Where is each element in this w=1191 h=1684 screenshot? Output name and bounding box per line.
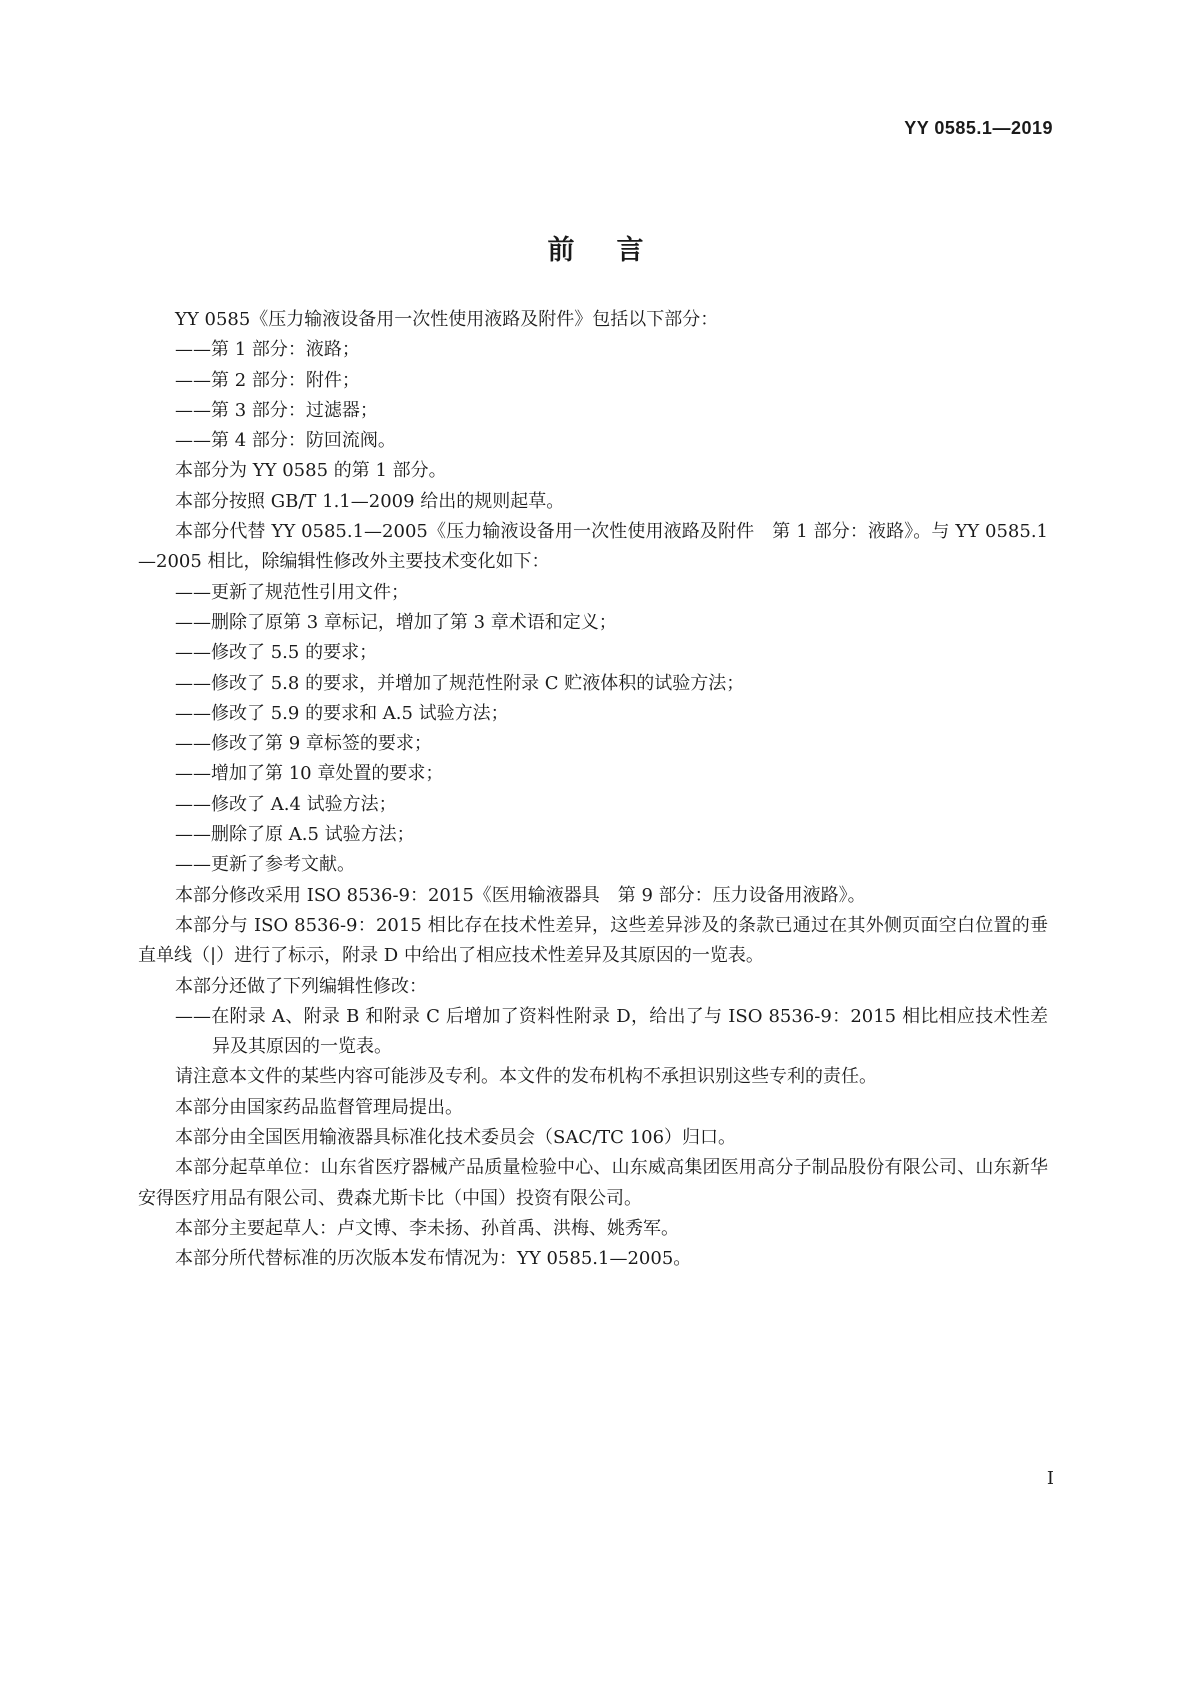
proposed-paragraph: 本部分由国家药品监督管理局提出。 (175, 1096, 463, 1118)
change-item: ——删除了原 A.5 试验方法； (175, 824, 415, 846)
editorial-item: ——在附录 A、附录 B 和附录 C 后增加了资料性附录 D，给出了与 ISO 8536-9：2015 相比相应技术性差异及其原因的一览表。 (175, 1005, 1048, 1058)
document-code-header: YY 0585.1—2019 (904, 118, 1053, 138)
page-number: I (1046, 1468, 1054, 1489)
part-item: ——第 2 部分：附件； (175, 369, 360, 391)
rules-paragraph: 本部分按照 GB/T 1.1—2009 给出的规则起草。 (175, 490, 565, 512)
replaces-paragraph: 本部分代替 YY 0585.1—2005《压力输液设备用一次性使用液路及附件 第 1 部分：液路》。与 YY 0585.1—2005 相比，除编辑性修改外主要技术变化如下： (138, 521, 1048, 573)
change-item: ——修改了 A.4 试验方法； (175, 793, 397, 815)
change-item: ——删除了原第 3 章标记，增加了第 3 章术语和定义； (175, 611, 617, 633)
change-item: ——修改了 5.9 的要求和 A.5 试验方法； (175, 702, 509, 724)
change-item: ——更新了规范性引用文件； (175, 581, 409, 603)
drafting-units-paragraph: 本部分起草单位：山东省医疗器械产品质量检验中心、山东威高集团医用高分子制品股份有限公司、山东新华安得医疗用品有限公司、费森尤斯卡比（中国）投资有限公司。 (138, 1157, 1048, 1209)
adopts-paragraph: 本部分修改采用 ISO 8536-9：2015《医用输液器具 第 9 部分：压力设备用液路》。 (175, 884, 866, 906)
change-item: ——更新了参考文献。 (175, 854, 355, 876)
intro-paragraph: YY 0585《压力输液设备用一次性使用液路及附件》包括以下部分： (175, 309, 719, 330)
patent-paragraph: 请注意本文件的某些内容可能涉及专利。本文件的发布机构不承担识别这些专利的责任。 (175, 1066, 877, 1088)
differences-paragraph: 本部分与 ISO 8536-9：2015 相比存在技术性差异，这些差异涉及的条款已通过在其外侧页面空白位置的垂直单线（|）进行了标示，附录 D 中给出了相应技术性差异及其原因的一览表。 (138, 914, 1048, 967)
foreword-body (138, 305, 1048, 1275)
change-item: ——增加了第 10 章处置的要求； (175, 763, 444, 785)
change-item: ——修改了第 9 章标签的要求； (175, 733, 432, 755)
centralized-paragraph: 本部分由全国医用输液器具标准化技术委员会（SAC/TC 106）归口。 (175, 1127, 737, 1149)
part-of-paragraph: 本部分为 YY 0585 的第 1 部分。 (175, 460, 447, 482)
editorial-paragraph: 本部分还做了下列编辑性修改： (175, 975, 427, 997)
change-item: ——修改了 5.8 的要求，并增加了规范性附录 C 贮液体积的试验方法； (175, 672, 745, 694)
change-item: ——修改了 5.5 的要求； (175, 642, 378, 664)
part-item: ——第 3 部分：过滤器； (175, 399, 378, 421)
history-paragraph: 本部分所代替标准的历次版本发布情况为：YY 0585.1—2005。 (175, 1248, 692, 1270)
part-item: ——第 4 部分：防回流阀。 (175, 430, 396, 452)
page-title: 前言 (547, 235, 686, 266)
part-item: ——第 1 部分：液路； (175, 339, 360, 361)
drafters-paragraph: 本部分主要起草人：卢文博、李未扬、孙首禹、洪梅、姚秀军。 (175, 1217, 679, 1239)
